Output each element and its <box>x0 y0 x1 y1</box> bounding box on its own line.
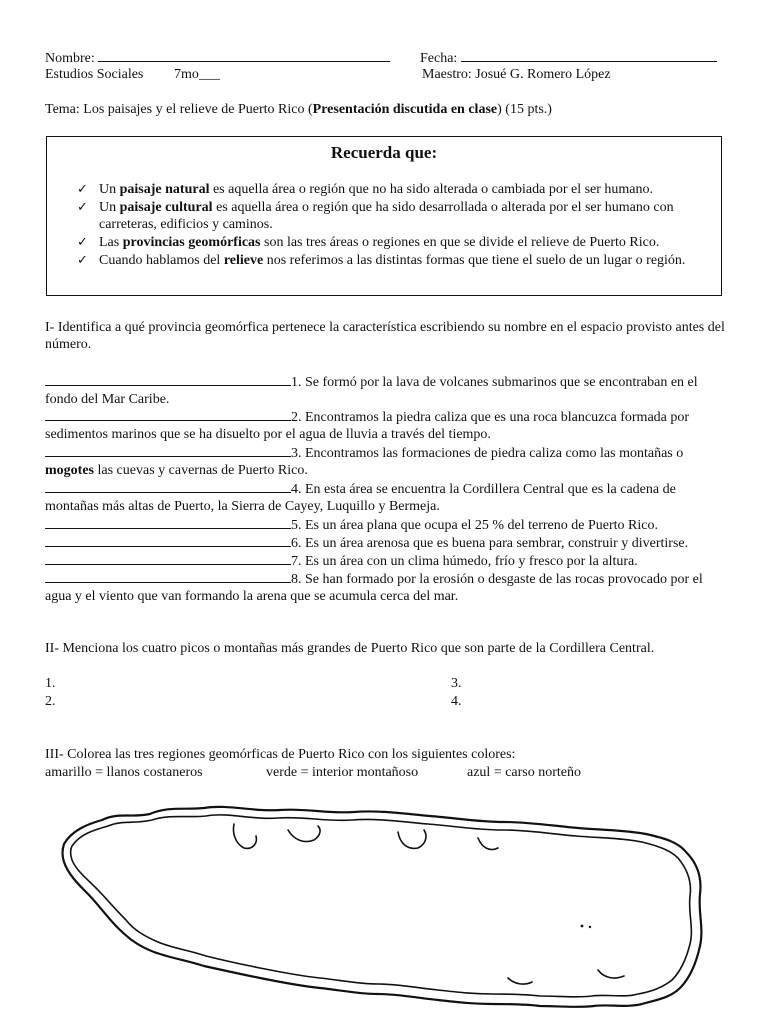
answer-blank-2[interactable] <box>45 407 291 421</box>
peak-number-3: 3. <box>451 676 462 691</box>
topic-suffix: ) (15 pts.) <box>497 102 552 117</box>
question-7: 7. Es un área con un clima húmedo, frío y fresco por la altura. <box>45 551 725 570</box>
question-5: 5. Es un área plana que ocupa el 25 % del terreno de Puerto Rico. <box>45 515 725 534</box>
north-bay-detail <box>398 830 426 848</box>
peak-number-4: 4. <box>451 694 462 709</box>
date-field <box>420 48 717 67</box>
part1-instruction: I- Identifica a qué provincia geomórfica pertenece la característica escribiendo su nombre en el espacio provisto antes del número. <box>45 320 725 352</box>
reminder-box <box>46 136 722 296</box>
puerto-rico-map-icon[interactable] <box>58 800 718 1015</box>
color-key-yellow: amarillo = llanos costaneros <box>45 765 203 780</box>
answer-blank-1[interactable] <box>45 372 291 386</box>
color-key-blue: azul = carso norteño <box>467 765 582 780</box>
question-2: 2. Encontramos la piedra caliza que es una roca blancuzca formada por sedimentos marinos que se ha disuelto por el agua de lluvia a través del tiempo. <box>45 407 725 443</box>
question-3: 3. Encontramos las formaciones de piedra caliza como las montañas o mogotes las cuevas y cavernas de Puerto Rico. <box>45 443 725 479</box>
map-dots <box>581 925 592 929</box>
part3-instruction: III- Colorea las tres regiones geomórficas de Puerto Rico con los siguientes colores: <box>45 747 516 762</box>
question-8: 8. Se han formado por la erosión o desgaste de las rocas provocado por el agua y el viento que van formando la arena que se acumula cerca del mar. <box>45 569 725 605</box>
reminder-title: Recuerda que: <box>330 143 438 162</box>
south-coast-detail <box>508 978 532 984</box>
answer-blank-4[interactable] <box>45 479 291 493</box>
answer-blank-3[interactable] <box>45 443 291 457</box>
question-4: 4. En esta área se encuentra la Cordillera Central que es la cadena de montañas más altas de Puerto, la Sierra de Cayey, Luquillo y Bermeja. <box>45 479 725 515</box>
checkmark-icon: ✓ <box>77 200 88 215</box>
peak-number-2: 2. <box>45 694 56 709</box>
question-6: 6. Es un área arenosa que es buena para sembrar, construir y divertirse. <box>45 533 725 552</box>
south-coast-detail <box>598 970 624 978</box>
reminder-list <box>77 181 707 270</box>
name-label: Nombre: <box>45 51 95 66</box>
reminder-item: ✓ Las provincias geomórficas son las tres áreas o regiones en que se divide el relieve de Puerto Rico. <box>77 235 660 250</box>
name-blank <box>98 48 390 62</box>
checkmark-icon: ✓ <box>77 235 88 250</box>
reminder-item: ✓ Cuando hablamos del relieve nos referimos a las distintas formas que tiene el suelo de un lugar o región. <box>77 253 686 268</box>
answer-blank-7[interactable] <box>45 551 291 565</box>
date-label: Fecha: <box>420 51 458 66</box>
teacher-label: Maestro: Josué G. Romero López <box>422 67 611 82</box>
topic-prefix: Tema: Los paisajes y el relieve de Puerto Rico ( <box>45 102 313 117</box>
topic-line <box>45 101 552 118</box>
question-1: 1. Se formó por la lava de volcanes submarinos que se encontraban en el fondo del Mar Caribe. <box>45 372 725 408</box>
topic-bold: Presentación discutida en clase <box>312 102 498 117</box>
north-bay-detail <box>233 824 256 848</box>
checkmark-icon: ✓ <box>77 253 88 268</box>
reminder-item: ✓ Un paisaje cultural es aquella área o región que ha sido desarrollada o alterada por el ser humano con carreteras, edificios y caminos. <box>77 200 674 232</box>
north-bay-detail <box>478 838 498 850</box>
answer-blank-5[interactable] <box>45 515 291 529</box>
name-field <box>45 48 390 67</box>
reminder-item: ✓ Un paisaje natural es aquella área o región que no ha sido alterada o cambiada por el ser humano. <box>77 182 654 197</box>
answer-blank-6[interactable] <box>45 533 291 547</box>
checkmark-icon: ✓ <box>77 182 88 197</box>
subject-label: Estudios Sociales <box>45 67 144 82</box>
color-key-green: verde = interior montañoso <box>266 765 419 780</box>
north-bay-detail <box>288 826 320 842</box>
grade-label: 7mo___ <box>174 67 220 82</box>
date-blank <box>461 48 717 62</box>
peak-number-1: 1. <box>45 676 56 691</box>
part2-instruction: II- Menciona los cuatro picos o montañas más grandes de Puerto Rico que son parte de la Cordillera Central. <box>45 641 655 656</box>
answer-blank-8[interactable] <box>45 569 291 583</box>
